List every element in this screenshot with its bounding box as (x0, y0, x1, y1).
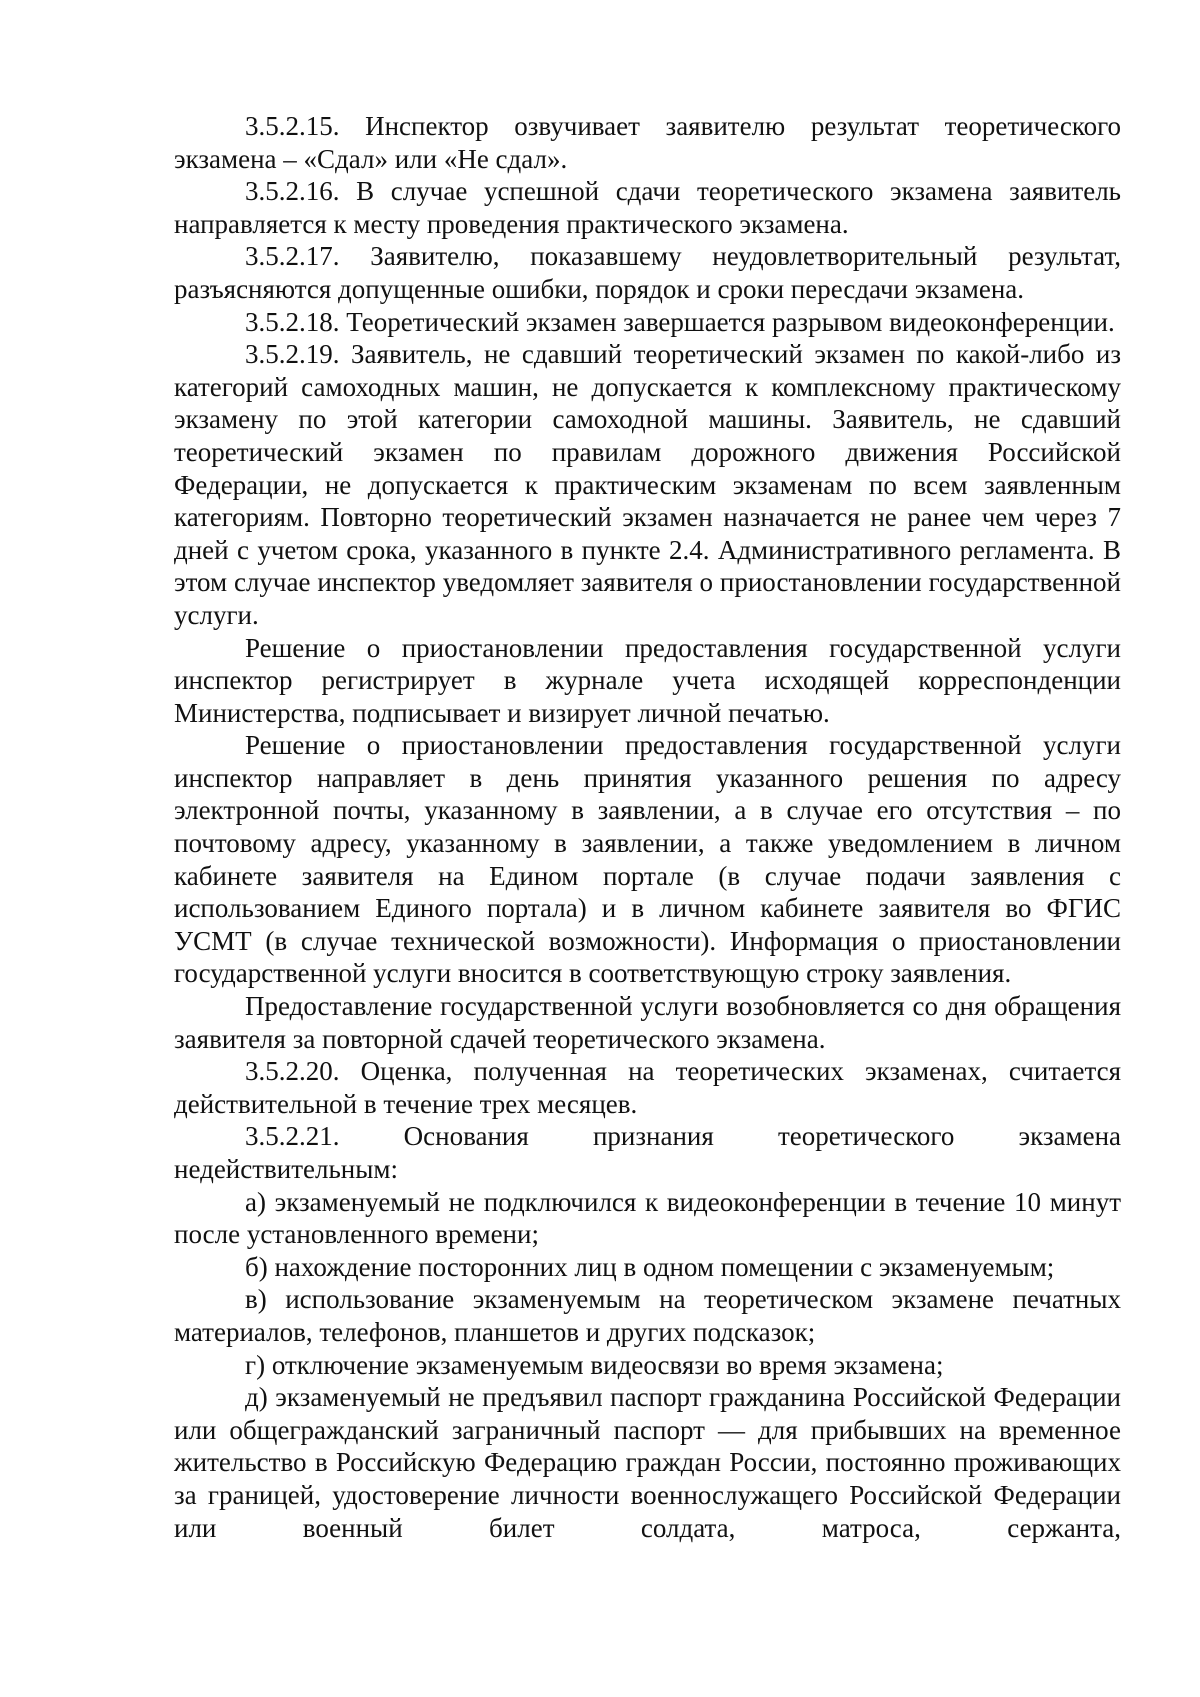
paragraph-3-5-2-20: 3.5.2.20. Оценка, полученная на теоретических экзаменах, считается действительной в течение трех месяцев. (174, 1056, 1121, 1119)
list-item-d: д) экзаменуемый не предъявил паспорт гражданина Российской Федерации или общегражданский заграничный паспорт — для прибывших на временное жительство в Российскую Федерацию граждан России, постоянно проживающих за границей, удостоверение личности военнослужащего Российской Федерации или военный билет солдата, матроса, сержанта, (174, 1382, 1121, 1543)
paragraph-3-5-2-17: 3.5.2.17. Заявителю, показавшему неудовлетворительный результат, разъясняются допущенные ошибки, порядок и сроки пересдачи экзамена. (174, 241, 1121, 304)
list-item-v: в) использование экзаменуемым на теоретическом экзамене печатных материалов, телефонов, планшетов и других подсказок; (174, 1284, 1121, 1347)
paragraph-3-5-2-18: 3.5.2.18. Теоретический экзамен завершается разрывом видеоконференции. (245, 306, 1115, 337)
paragraph-3-5-2-21: 3.5.2.21. Основания признания теоретического экзамена недействительным: (174, 1121, 1121, 1184)
paragraph-3-5-2-19: 3.5.2.19. Заявитель, не сдавший теоретический экзамен по какой-либо из категорий самоходных машин, не допускается к комплексному практическому экзамену по этой категории самоходной машины. Заявитель, не сдавший теоретический экзамен по правилам дорожного движения Российской Федерации, не допускается к практическим экзаменам по всем заявленным категориям. Повторно теоретический экзамен назначается не ранее чем через 7 дней с учетом срока, указанного в пункте 2.4. Административного регламента. В этом случае инспектор уведомляет заявителя о приостановлении государственной услуги. (174, 339, 1121, 630)
list-item-a: а) экзаменуемый не подключился к видеоконференции в течение 10 минут после установленного времени; (174, 1186, 1121, 1250)
list-item-b: б) нахождение посторонних лиц в одном помещении с экзаменуемым; (245, 1251, 1055, 1282)
paragraph-3-5-2-16: 3.5.2.16. В случае успешной сдачи теоретического экзамена заявитель направляется к месту проведения практического экзамена. (174, 176, 1121, 239)
paragraph-service-resumption: Предоставление государственной услуги возобновляется со дня обращения заявителя за повторной сдачей теоретического экзамена. (174, 991, 1121, 1054)
paragraph-suspension-registration: Решение о приостановлении предоставления государственной услуги инспектор регистрирует в журнале учета исходящей корреспонденции Министерства, подписывает и визирует личной печатью. (174, 632, 1121, 728)
paragraph-suspension-notification: Решение о приостановлении предоставления государственной услуги инспектор направляет в день принятия указанного решения по адресу электронной почты, указанному в заявлении, а в случае его отсутствия – по почтовому адресу, указанному в заявлении, а также уведомлением в личном кабинете заявителя на Едином портале (в случае подачи заявления с использованием Единого портала) и в личном кабинете заявителя во ФГИС УСМТ (в случае технической возможности). Информация о приостановлении государственной услуги вносится в соответствующую строку заявления. (174, 730, 1121, 989)
list-item-g: г) отключение экзаменуемым видеосвязи во время экзамена; (245, 1349, 944, 1380)
paragraph-3-5-2-15: 3.5.2.15. Инспектор озвучивает заявителю результат теоретического экзамена – «Сдал» или «Не сдал». (174, 111, 1121, 174)
document-page (174, 110, 1121, 1544)
